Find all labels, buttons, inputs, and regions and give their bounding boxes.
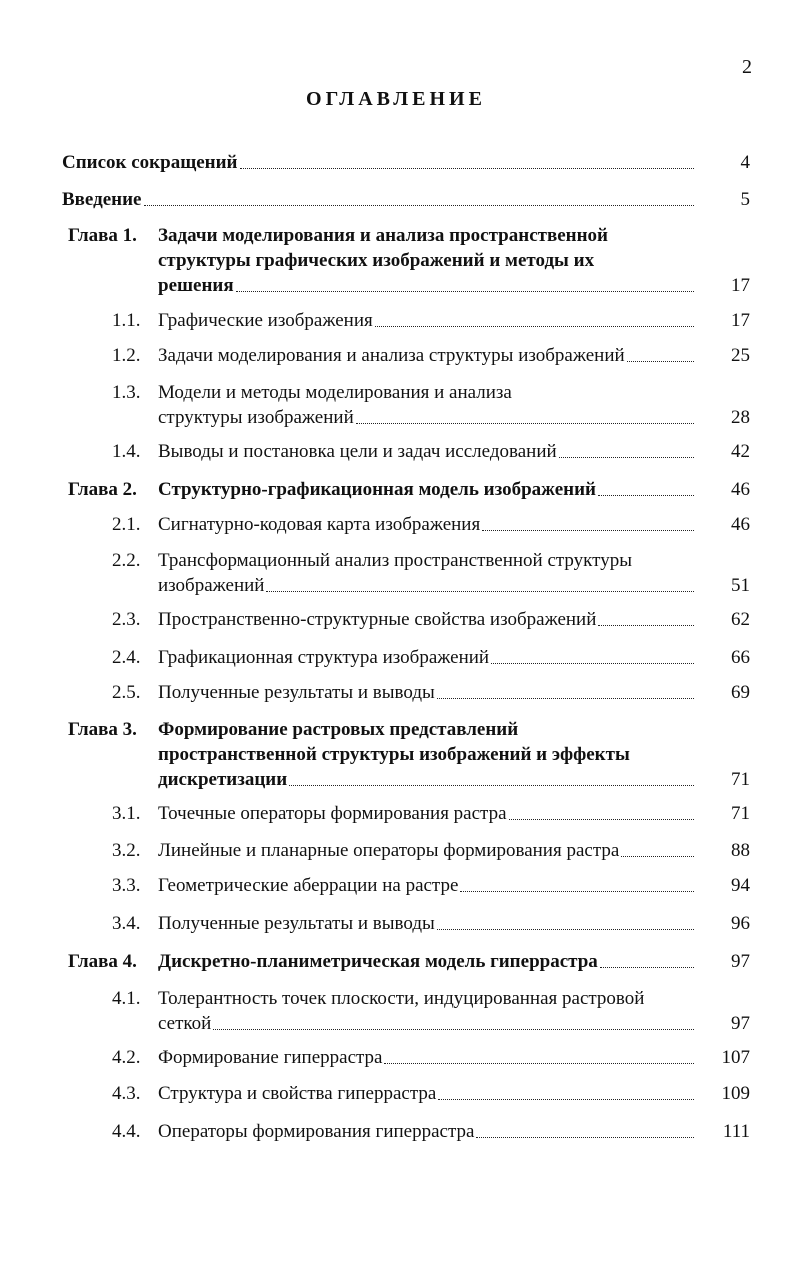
dot-leader bbox=[621, 856, 694, 857]
toc-entry-page: 62 bbox=[731, 609, 750, 630]
toc-entry-number: 2.2. bbox=[112, 550, 141, 571]
toc-entry-page: 4 bbox=[740, 152, 750, 173]
toc-entry-page: 66 bbox=[731, 647, 750, 668]
toc-entry-number: 2.4. bbox=[112, 647, 141, 668]
toc-entry-number: 1.1. bbox=[112, 310, 141, 331]
toc-entry[interactable] bbox=[112, 838, 750, 863]
dot-leader bbox=[356, 423, 694, 424]
toc-entry[interactable] bbox=[112, 512, 750, 537]
toc-entry-title-line: Полученные результаты и выводы bbox=[158, 913, 435, 934]
toc-entry-title-line: Задачи моделирования и анализа пространственной bbox=[158, 225, 608, 246]
toc-entry-page: 17 bbox=[731, 310, 750, 331]
toc-entry-page: 51 bbox=[731, 575, 750, 596]
toc-entry-title-line: Геометрические аберрации на растре bbox=[158, 875, 459, 896]
toc-entry-number: Глава 4. bbox=[68, 951, 137, 972]
page-number: 2 bbox=[742, 56, 752, 78]
dot-leader bbox=[460, 891, 694, 892]
toc-entry-number: Глава 2. bbox=[68, 479, 137, 500]
toc-entry-page: 71 bbox=[731, 803, 750, 824]
toc-entry-title-line: Дискретно-планиметрическая модель гиперрастра bbox=[158, 951, 598, 972]
dot-leader bbox=[600, 967, 694, 968]
toc-entry-title-line: Формирование растровых представлений bbox=[158, 719, 519, 740]
dot-leader bbox=[266, 591, 694, 592]
toc-entry-title-line: структуры графических изображений и методы их bbox=[158, 250, 595, 271]
dot-leader bbox=[240, 168, 694, 169]
toc-entry[interactable] bbox=[112, 680, 750, 705]
toc-entry[interactable] bbox=[112, 873, 750, 898]
dot-leader bbox=[509, 819, 694, 820]
toc-entry-page: 25 bbox=[731, 345, 750, 366]
toc-entry-title-line: сеткой bbox=[158, 1013, 212, 1034]
dot-leader bbox=[236, 291, 694, 292]
dot-leader bbox=[491, 663, 694, 664]
toc-entry-page: 5 bbox=[740, 189, 750, 210]
toc-entry-number: 2.1. bbox=[112, 514, 141, 535]
toc-entry[interactable] bbox=[68, 949, 750, 974]
dot-leader bbox=[438, 1099, 694, 1100]
toc-entry-number: 4.3. bbox=[112, 1083, 141, 1104]
toc-entry-title-line: Пространственно-структурные свойства изображений bbox=[158, 609, 597, 630]
toc-entry-number: 4.4. bbox=[112, 1121, 141, 1142]
toc-entry-title-line: Графикационная структура изображений bbox=[158, 647, 490, 668]
toc-entry[interactable] bbox=[112, 308, 750, 333]
toc-entry[interactable] bbox=[112, 911, 750, 936]
dot-leader bbox=[375, 326, 694, 327]
toc-entry-number: 4.1. bbox=[112, 988, 141, 1009]
toc-entry-page: 46 bbox=[731, 514, 750, 535]
toc-entry-title-line: Модели и методы моделирования и анализа bbox=[158, 382, 512, 403]
toc-entry-title-line: Выводы и постановка цели и задач исследований bbox=[158, 441, 557, 462]
toc-entry-title-line: структуры изображений bbox=[158, 407, 354, 428]
toc-entry-page: 109 bbox=[721, 1083, 750, 1104]
toc-entry-title-line: Трансформационный анализ пространственной структуры bbox=[158, 550, 632, 571]
toc-entry-number: 3.4. bbox=[112, 913, 141, 934]
dot-leader bbox=[437, 929, 694, 930]
toc-entry-title-line: Структура и свойства гиперрастра bbox=[158, 1083, 437, 1104]
toc-entry[interactable] bbox=[112, 439, 750, 464]
toc-entry[interactable] bbox=[62, 187, 750, 212]
dot-leader bbox=[213, 1029, 694, 1030]
toc-entry-title-line: Сигнатурно-кодовая карта изображения bbox=[158, 514, 481, 535]
toc-entry-title-line: Задачи моделирования и анализа структуры изображений bbox=[158, 345, 625, 366]
toc-entry[interactable] bbox=[68, 223, 750, 298]
toc-entry[interactable] bbox=[112, 380, 750, 430]
dot-leader bbox=[289, 785, 694, 786]
toc-entry[interactable] bbox=[112, 548, 750, 598]
toc-entry-page: 111 bbox=[722, 1121, 750, 1142]
toc-entry-page: 71 bbox=[731, 769, 750, 790]
toc-entry-page: 96 bbox=[731, 913, 750, 934]
toc-entry-title-line: решения bbox=[158, 275, 234, 296]
toc-entry-number: 2.5. bbox=[112, 682, 141, 703]
toc-entry-number: 1.2. bbox=[112, 345, 141, 366]
toc-entry-page: 97 bbox=[731, 1013, 750, 1034]
toc-entry[interactable] bbox=[62, 150, 750, 175]
toc-entry-number: 3.1. bbox=[112, 803, 141, 824]
toc-entry-page: 28 bbox=[731, 407, 750, 428]
toc-entry[interactable] bbox=[112, 1119, 750, 1144]
toc-entry[interactable] bbox=[112, 986, 750, 1036]
dot-leader bbox=[559, 457, 694, 458]
toc-entry-title-line: Графические изображения bbox=[158, 310, 373, 331]
toc-entry[interactable] bbox=[112, 801, 750, 826]
toc-entry-number: Глава 1. bbox=[68, 225, 137, 246]
toc-entry-title-line: Операторы формирования гиперрастра bbox=[158, 1121, 475, 1142]
dot-leader bbox=[482, 530, 694, 531]
toc-entry-number: 2.3. bbox=[112, 609, 141, 630]
toc-entry-title-line: Линейные и планарные операторы формирования растра bbox=[158, 840, 620, 861]
toc-entry-page: 17 bbox=[731, 275, 750, 296]
toc-entry-page: 46 bbox=[731, 479, 750, 500]
dot-leader bbox=[627, 361, 694, 362]
toc-entry-title-line: дискретизации bbox=[158, 769, 288, 790]
toc-entry[interactable] bbox=[68, 477, 750, 502]
dot-leader bbox=[437, 698, 694, 699]
toc-entry-title-line: изображений bbox=[158, 575, 265, 596]
toc-entry-title-line: Толерантность точек плоскости, индуцированная растровой bbox=[158, 988, 645, 1009]
toc-entry-title-line: Полученные результаты и выводы bbox=[158, 682, 435, 703]
toc-entry[interactable] bbox=[112, 1081, 750, 1106]
toc-entry[interactable] bbox=[112, 343, 750, 368]
toc-entry[interactable] bbox=[112, 1045, 750, 1070]
toc-entry-page: 88 bbox=[731, 840, 750, 861]
toc-entry-number: 3.3. bbox=[112, 875, 141, 896]
page-title: ОГЛАВЛЕНИЕ bbox=[306, 88, 486, 110]
toc-entry[interactable] bbox=[112, 645, 750, 670]
toc-entry-number: 4.2. bbox=[112, 1047, 141, 1068]
toc-entry-number: 3.2. bbox=[112, 840, 141, 861]
dot-leader bbox=[144, 205, 695, 206]
toc-entry-page: 42 bbox=[731, 441, 750, 462]
toc-entry-page: 107 bbox=[721, 1047, 750, 1068]
dot-leader bbox=[598, 495, 694, 496]
toc-entry-title-line: Структурно-графикационная модель изображений bbox=[158, 479, 596, 500]
toc-entry-title-line: Список сокращений bbox=[62, 152, 238, 173]
dot-leader bbox=[476, 1137, 694, 1138]
toc-entry-page: 97 bbox=[731, 951, 750, 972]
toc-entry-number: 1.4. bbox=[112, 441, 141, 462]
dot-leader bbox=[384, 1063, 694, 1064]
toc-entry-page: 94 bbox=[731, 875, 750, 896]
toc-entry-page: 69 bbox=[731, 682, 750, 703]
toc-entry-number: 1.3. bbox=[112, 382, 141, 403]
dot-leader bbox=[598, 625, 694, 626]
toc-entry[interactable] bbox=[112, 607, 750, 632]
toc-entry-number: Глава 3. bbox=[68, 719, 137, 740]
toc-entry[interactable] bbox=[68, 717, 750, 792]
toc-entry-title-line: пространственной структуры изображений и эффекты bbox=[158, 744, 630, 765]
toc-entry-title-line: Точечные операторы формирования растра bbox=[158, 803, 507, 824]
toc-entry-title-line: Введение bbox=[62, 189, 142, 210]
toc-entry-title-line: Формирование гиперрастра bbox=[158, 1047, 383, 1068]
